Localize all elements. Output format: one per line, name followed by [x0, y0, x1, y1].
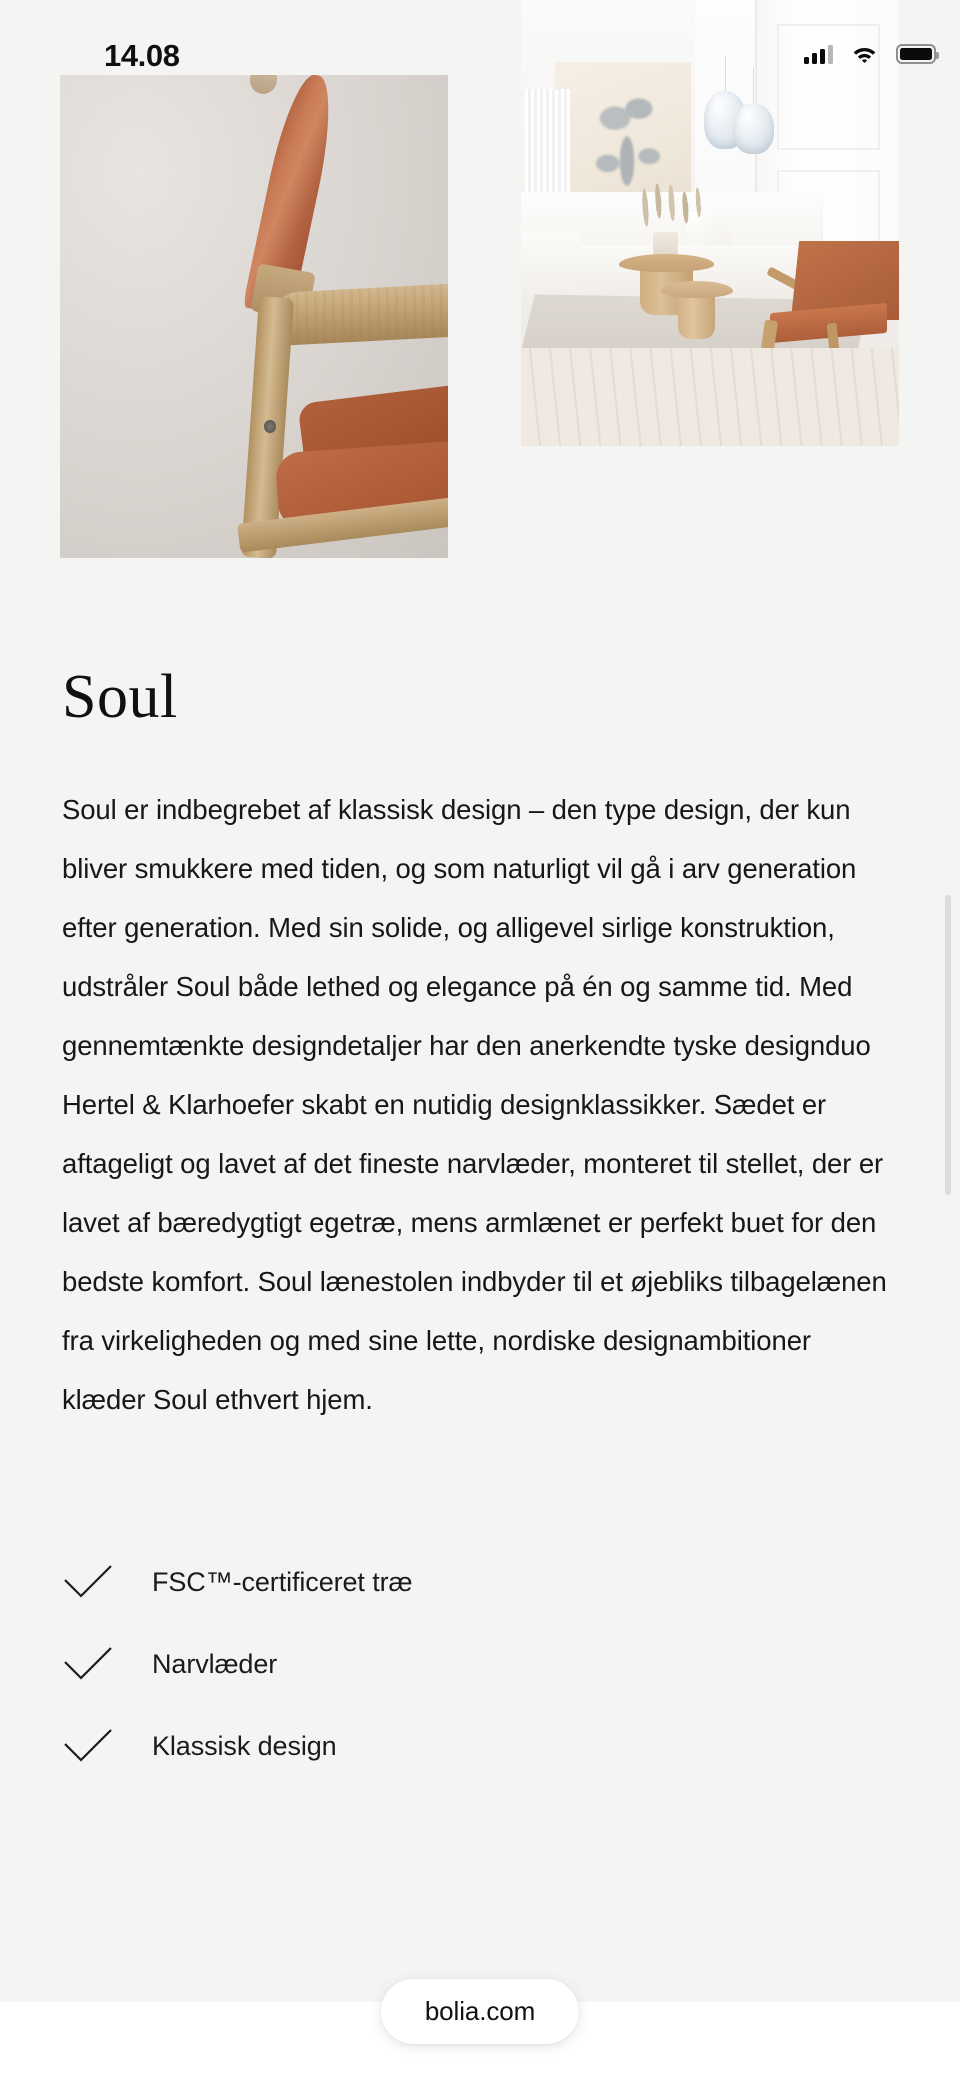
- feature-list: [62, 1541, 960, 1787]
- list-item: [62, 1541, 960, 1623]
- status-time: 14.08: [104, 38, 180, 73]
- pendant-lamp-right: [733, 103, 775, 154]
- feature-label: FSC™-certificeret træ: [152, 1566, 413, 1597]
- product-content: [0, 600, 960, 1787]
- living-room-photo[interactable]: [521, 0, 899, 446]
- scrollbar-thumb[interactable]: [945, 895, 951, 1195]
- feature-label: Klassisk design: [152, 1730, 337, 1761]
- list-item: [62, 1705, 960, 1787]
- page-title: Soul: [62, 663, 178, 731]
- image-gallery: [0, 0, 960, 600]
- list-item: [62, 1623, 960, 1705]
- product-description: Soul er indbegrebet af klassisk design – den type design, der kun bliver smukkere med tiden, og som naturligt vil gå i arv generation efter generation. Med sin solide, og alligevel sirlige konstruktion, udstråler Soul både lethed og elegance på én og samme tid. Med gennemtænkte designdetaljer har den anerkendte tyske designduo Hertel & Klarhoefer skabt en nutidig designklassikker. Sædet er aftageligt og lavet af det fineste narvlæder, monteret til stellet, der er lavet af bæredygtigt egetræ, mens armlænet er perfekt buet for den bedste komfort. Soul lænestolen indbyder til et øjebliks tilbagelænen fra virkeligheden og med sine lette, nordiske designambitioner klæder Soul ethvert hjem.: [62, 794, 887, 1415]
- chair-armrest: [268, 282, 448, 346]
- chair-screw: [264, 420, 276, 433]
- chair-detail-photo[interactable]: [60, 75, 448, 558]
- url-pill-button[interactable]: bolia.com: [381, 1979, 579, 2044]
- wood-floor: [521, 348, 899, 446]
- checkmark-icon: [62, 1645, 114, 1683]
- checkmark-icon: [62, 1563, 114, 1601]
- coffee-table-small: [661, 281, 733, 339]
- checkmark-icon: [62, 1727, 114, 1765]
- feature-label: Narvlæder: [152, 1648, 278, 1679]
